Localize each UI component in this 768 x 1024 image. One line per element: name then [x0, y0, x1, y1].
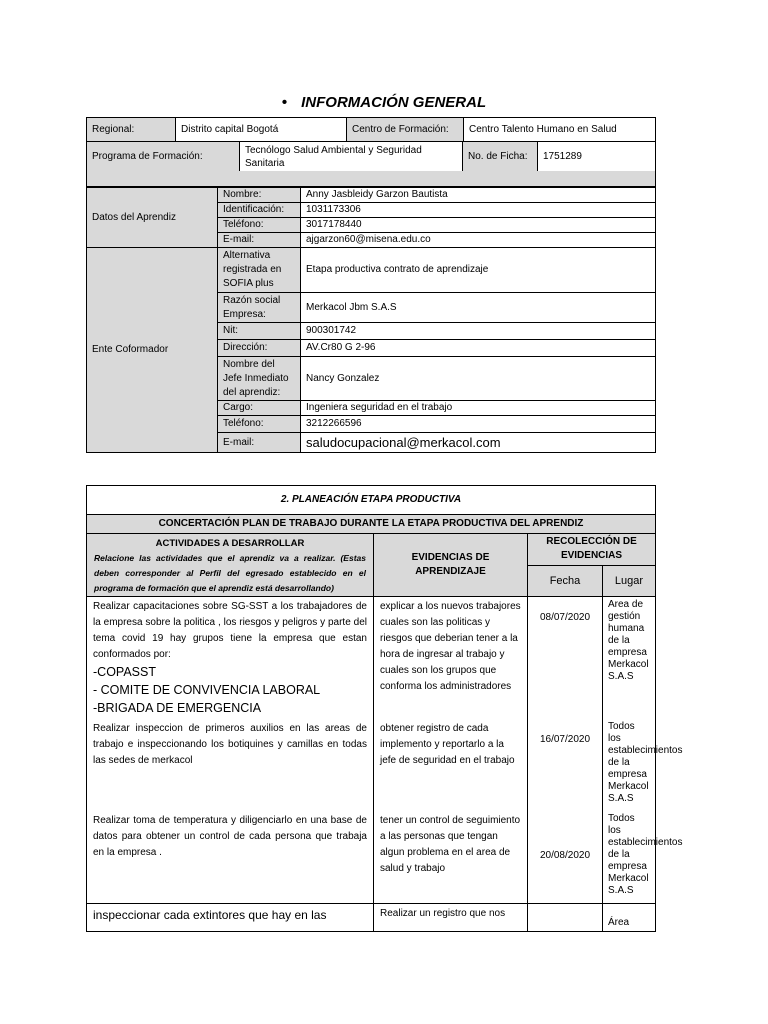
direccion-value: AV.Cr80 G 2-96: [301, 340, 656, 357]
nit-label: Nit:: [218, 323, 301, 340]
spacer-strip: [86, 171, 656, 187]
actividades-title: ACTIVIDADES A DESARROLLAR: [155, 538, 305, 549]
section-1-title: • INFORMACIÓN GENERAL: [281, 94, 487, 111]
programa-label: Programa de Formación:: [87, 142, 240, 172]
telefono-value: 3212266596: [301, 416, 656, 433]
table-row: [87, 118, 656, 142]
grupo-item: -COPASST: [93, 665, 156, 679]
field-value: ajgarzon60@misena.edu.co: [301, 233, 656, 248]
field-value: Anny Jasbleidy Garzon Bautista: [301, 188, 656, 203]
field-value: 1031173306: [301, 203, 656, 218]
table-row: [87, 188, 656, 203]
centro-value: Centro Talento Humano en Salud: [464, 118, 656, 142]
lugar-cell: Area de gestión humana de la empresa Merkacol S.A.S: [603, 597, 656, 720]
lugar-cell: Área: [603, 903, 656, 931]
actividad-cell: Realizar toma de temperatura y diligenciarlo en una base de datos para obtener un control de cada persona que trabaja en la empresa .: [87, 811, 374, 903]
nit-value: 900301742: [301, 323, 656, 340]
field-value: 3017178440: [301, 218, 656, 233]
fecha-cell: 08/07/2020: [528, 597, 603, 720]
table-row: [87, 534, 656, 566]
table-row: [87, 719, 656, 811]
razon-value: Merkacol Jbm S.A.S: [301, 293, 656, 323]
alternativa-label: Alternativa registrada en SOFIA plus: [218, 248, 301, 293]
fecha-cell: 20/08/2020: [528, 811, 603, 903]
alternativa-value: Etapa productiva contrato de aprendizaje: [301, 248, 656, 293]
planeacion-table: [86, 485, 683, 932]
table-row: [87, 515, 656, 534]
cargo-label: Cargo:: [218, 401, 301, 416]
cargo-value: Ingeniera seguridad en el trabajo: [301, 401, 656, 416]
aprendiz-table: [86, 187, 656, 453]
general-info-table: [86, 117, 656, 142]
ente-group-label: Ente Coformador: [87, 248, 218, 453]
evidencias-header: EVIDENCIAS DE APRENDIZAJE: [374, 534, 528, 597]
telefono-label: Teléfono:: [218, 416, 301, 433]
bullet-icon: •: [281, 94, 288, 111]
actividades-note: Relacione las actividades que el aprendiz va a realizar. (Estas deben corresponder al Perfil del egresado establecido en el programa de formación que el aprendiz está desarrollando): [94, 553, 366, 593]
fecha-header: Fecha: [528, 565, 603, 597]
section-2-title: 2. PLANEACIÓN ETAPA PRODUCTIVA: [87, 486, 656, 515]
centro-label: Centro de Formación:: [347, 118, 464, 142]
field-label: E-mail:: [218, 233, 301, 248]
grupo-item: -BRIGADA DE EMERGENCIA: [93, 701, 262, 715]
razon-label: Razón social Empresa:: [218, 293, 301, 323]
field-label: Nombre:: [218, 188, 301, 203]
jefe-label: Nombre del Jefe Inmediato del aprendiz:: [218, 357, 301, 401]
evidencia-cell: Realizar un registro que nos: [374, 903, 528, 931]
table-row: [87, 486, 656, 515]
table-row: [87, 248, 656, 293]
field-label: Teléfono:: [218, 218, 301, 233]
table-row: [87, 142, 656, 172]
programa-table: [86, 141, 656, 172]
email-label: E-mail:: [218, 433, 301, 453]
actividad-cell: [87, 597, 374, 720]
regional-value: Distrito capital Bogotá: [176, 118, 347, 142]
lugar-cell: Todos los establecimientos de la empresa Merkacol S.A.S: [603, 719, 656, 811]
ficha-value: 1751289: [538, 142, 656, 172]
table-row: [87, 597, 656, 720]
direccion-label: Dirección:: [218, 340, 301, 357]
ficha-label: No. de Ficha:: [463, 142, 538, 172]
email-value: saludocupacional@merkacol.com: [301, 433, 656, 453]
actividad-text: Realizar capacitaciones sobre SG-SST a los trabajadores de la empresa sobre la politica , los riesgos y peligros y parte del tema covid 19 hay grupos tiene la empresa que estan conformados por:: [93, 601, 367, 660]
actividad-cell: Realizar inspeccion de primeros auxilios en las areas de trabajo e inspeccionando los botiquines y camillas en todas las sedes de merkacol: [87, 719, 374, 811]
programa-value: Tecnólogo Salud Ambiental y Seguridad Sanitaria: [240, 142, 463, 172]
jefe-value: Nancy Gonzalez: [301, 357, 656, 401]
table-row: [87, 811, 656, 903]
evidencia-cell: explicar a los nuevos trabajores cuales son las politicas y riesgos que deberian tener a la hora de ingresar al trabajo y cuales son los grupos que conforma los administradores: [374, 597, 528, 720]
evidencia-cell: obtener registro de cada implemento y reportarlo a la jefe de seguridad en el trabajo: [374, 719, 528, 811]
regional-label: Regional:: [87, 118, 176, 142]
actividad-cell: inspeccionar cada extintores que hay en las: [87, 903, 374, 931]
grupo-item: - COMITE DE CONVIVENCIA LABORAL: [93, 683, 321, 697]
evidencia-cell: tener un control de seguimiento a las personas que tengan algun problema en el area de salud y trabajo: [374, 811, 528, 903]
aprendiz-group-label: Datos del Aprendiz: [87, 188, 218, 248]
field-label: Identificación:: [218, 203, 301, 218]
table-row: [87, 903, 656, 931]
lugar-header: Lugar: [603, 565, 656, 597]
recoleccion-header: RECOLECCIÓN DE EVIDENCIAS: [528, 534, 656, 566]
fecha-cell: 16/07/2020: [528, 719, 603, 811]
fecha-cell: [528, 903, 603, 931]
lugar-cell: Todos los establecimientos de la empresa Merkacol S.A.S: [603, 811, 656, 903]
actividades-header: [87, 534, 374, 597]
section-2-subtitle: CONCERTACIÓN PLAN DE TRABAJO DURANTE LA ETAPA PRODUCTIVA DEL APRENDIZ: [87, 515, 656, 534]
